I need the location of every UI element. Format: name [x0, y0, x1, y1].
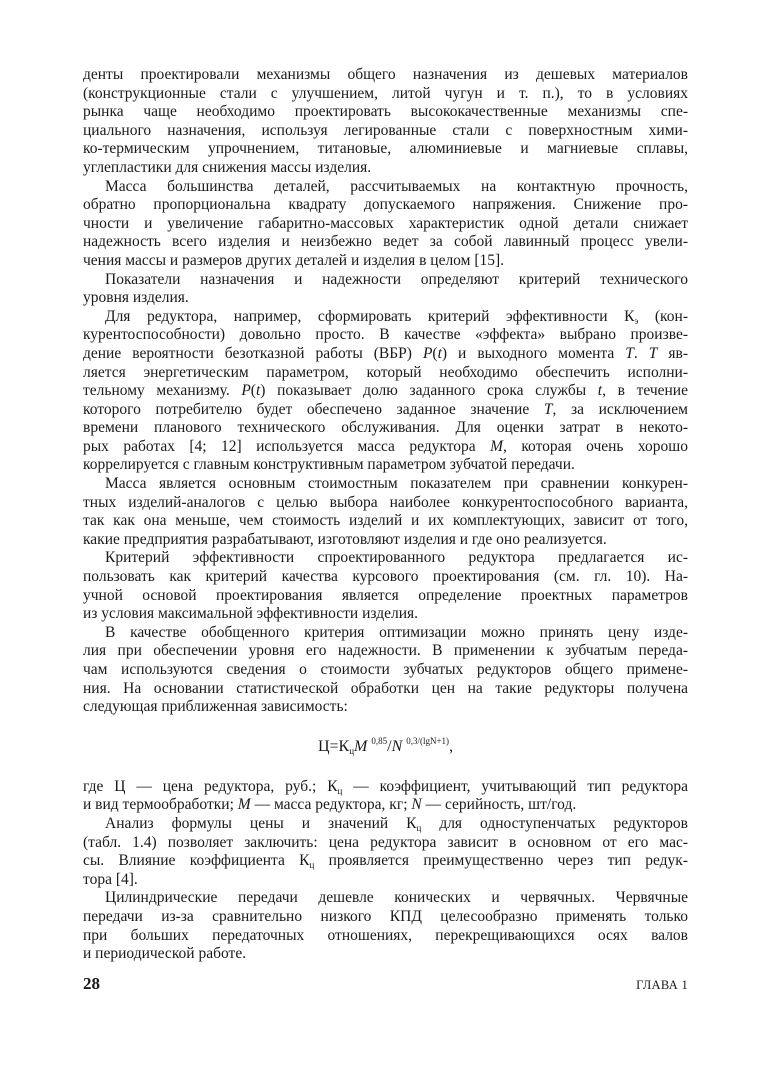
text-line	[83, 140, 688, 159]
text-run: (	[432, 344, 438, 362]
formula-n-exp: 0,3/(lgN+1)	[406, 735, 450, 746]
formula-m: M	[354, 737, 368, 755]
text-run: чения массы и размеров других деталей и изделия в целом [15].	[83, 251, 505, 269]
text-run: проявляется преимущественно через тип редук-	[314, 852, 688, 870]
text-run: следующая приближенная зависимость:	[83, 698, 348, 716]
paragraph	[83, 549, 688, 623]
text-line	[83, 568, 688, 587]
text-line	[83, 815, 688, 834]
text-run: Анализ формулы цены и значений К	[105, 814, 417, 832]
formula-lhs: Ц	[317, 737, 330, 755]
text-line	[83, 605, 688, 624]
text-line	[83, 796, 688, 815]
text-run: чам используются сведения о стоимости зубчатых редукторов общего примене-	[83, 661, 688, 678]
text-run: тора [4].	[83, 870, 138, 888]
text-run: так как она меньше, чем стоимость изделий и их комплектующих, зависит от того,	[83, 512, 688, 530]
text-line	[83, 252, 688, 271]
text-run: лия при обеспечении уровня его надежности. В применении к зубчатым переда-	[83, 642, 688, 660]
text-run: из условия максимальной эффективности изделия.	[83, 605, 419, 623]
text-line	[83, 271, 688, 290]
text-run: ния. На основании статистической обработки цен на такие редукторы получена	[83, 679, 688, 697]
text-run: Масса большинства деталей, рассчитываемых на контактную прочность,	[105, 177, 688, 195]
text-run: В качестве обобщенного критерия оптимизации можно принять цену изде-	[105, 623, 688, 641]
italic-symbol: N	[411, 796, 422, 814]
text-line	[83, 549, 688, 568]
price-formula	[83, 717, 688, 778]
paragraph	[83, 308, 688, 475]
text-line	[83, 512, 688, 531]
text-run: (	[250, 382, 256, 400]
formula-n: N	[391, 737, 403, 755]
text-line	[83, 927, 688, 946]
formula-eq: =	[329, 737, 339, 755]
text-block-before-formula	[83, 66, 688, 717]
text-run: ) показывает долю заданного срока службы	[260, 382, 598, 400]
text-run: и вид термообработки;	[83, 796, 238, 814]
italic-symbol: T	[543, 400, 553, 418]
text-run: передачи из-за сравнительно низкого КПД целесообразно применять только	[83, 907, 688, 925]
text-run: Цилиндрические передачи дешевле конических и червячных. Червячные	[105, 889, 688, 907]
text-line	[83, 196, 688, 215]
text-line	[83, 871, 688, 890]
text-line	[83, 122, 688, 141]
paragraph	[83, 624, 688, 717]
running-footer-chapter: ГЛАВА 1	[636, 977, 688, 992]
text-run: , за исключением	[552, 400, 688, 418]
text-line	[83, 475, 688, 494]
text-run: времени планового технического обслуживания. Для оценки затрат в некото-	[83, 419, 688, 437]
text-line	[83, 642, 688, 661]
text-run: и периодической работе.	[83, 945, 247, 963]
formula-slash: /	[387, 737, 392, 755]
text-line	[83, 233, 688, 252]
text-line	[83, 66, 688, 85]
text-run: ко-термическим упрочнением, титановые, алюминиевые и магниевые сплавы,	[83, 140, 688, 158]
text-line	[83, 834, 688, 853]
text-run: чности и увеличение габаритно-массовых характеристик одной детали снижает	[83, 214, 688, 232]
italic-symbol: t	[255, 382, 261, 400]
paragraph	[83, 889, 688, 963]
text-run: (конструкционные стали с улучшением, литой чугун и т. п.), то в условиях	[83, 84, 688, 102]
text-run: тных изделий-аналогов с целью выбора наиболее конкурентоспособного варианта,	[83, 493, 688, 511]
text-run: Для редуктора, например, сформировать критерий эффективности К	[105, 307, 635, 325]
subscript: ц	[337, 785, 343, 796]
formula-tail: ,	[449, 737, 454, 755]
text-run: углепластики для снижения массы изделия.	[83, 158, 372, 176]
text-run: яв-	[657, 344, 688, 362]
text-line	[83, 308, 688, 327]
text-line	[83, 438, 688, 457]
subscript: ц	[309, 860, 315, 871]
text-line	[83, 531, 688, 550]
paragraph	[83, 178, 688, 271]
formula-k: К	[338, 737, 350, 755]
text-run: Критерий эффективности спроектированного редуктора предлагается ис-	[105, 549, 688, 567]
text-line	[83, 778, 688, 797]
subscript: э	[634, 315, 639, 326]
subscript: ц	[416, 822, 422, 833]
page-footer	[83, 974, 688, 995]
text-line	[83, 289, 688, 308]
text-run: какие предприятия разрабатывают, изготовляют изделия и где оно реализуется.	[83, 530, 607, 548]
book-page	[83, 0, 688, 995]
paragraph	[83, 66, 688, 178]
text-line	[83, 587, 688, 606]
italic-symbol: T	[625, 344, 634, 362]
text-line	[83, 889, 688, 908]
text-run: .	[633, 344, 649, 362]
paragraph	[83, 271, 688, 308]
text-run: дение вероятности безотказной работы (ВБР)	[83, 344, 423, 362]
text-run: Показатели назначения и надежности определяют критерий технического	[105, 270, 688, 288]
text-run: денты проектировали механизмы общего назначения из дешевых материалов	[83, 66, 688, 83]
text-line	[83, 419, 688, 438]
text-run: которого потребителю будет обеспечено заданное значение	[83, 400, 544, 418]
text-run: надежность всего изделия и неизбежно ведет за собой лавинный процесс увели-	[83, 233, 688, 251]
text-line	[83, 908, 688, 927]
text-run: курентоспособности) довольно просто. В качестве «эффекта» выбрано произве-	[83, 326, 688, 344]
text-run: циального назначения, используя легированные стали с поверхностным хими-	[83, 121, 688, 139]
text-run: сы. Влияние коэффициента К	[83, 852, 310, 870]
italic-symbol: T	[648, 344, 658, 362]
text-line	[83, 945, 688, 964]
body-text	[83, 66, 688, 964]
italic-symbol: M	[237, 796, 251, 814]
text-line	[83, 364, 688, 383]
text-run: для одноступенчатых редукторов	[421, 814, 689, 832]
text-line	[83, 345, 688, 364]
italic-symbol: P	[241, 382, 251, 400]
text-run: (табл. 1.4) позволяет заключить: цена редуктора зависит в основном от его мас-	[83, 833, 688, 851]
text-line	[83, 624, 688, 643]
text-line	[83, 215, 688, 234]
text-line	[83, 680, 688, 699]
text-line	[83, 85, 688, 104]
text-run: уровня изделия.	[83, 289, 189, 307]
text-run: тельному механизму.	[83, 382, 242, 400]
paragraph	[83, 475, 688, 549]
text-line	[83, 661, 688, 680]
text-line	[83, 494, 688, 513]
text-run: — серийность, шт/год.	[421, 796, 577, 814]
text-run: учной основой проектирования является определение проектных параметров	[83, 586, 688, 604]
text-run: пользовать как критерий качества курсового проектирования (см. гл. 10). На-	[83, 568, 688, 586]
text-run: при больших передаточных отношениях, перекрещивающихся осях валов	[83, 926, 688, 944]
text-line	[83, 103, 688, 122]
text-run: Масса является основным стоимостным показателем при сравнении конкурен-	[105, 475, 688, 493]
text-run: — масса редуктора, кг;	[250, 796, 412, 814]
text-line	[83, 326, 688, 345]
text-run: (кон-	[638, 307, 688, 325]
text-block-after-formula	[83, 778, 688, 964]
text-line	[83, 852, 688, 871]
text-run: рых работах [4; 12] используется масса редуктора	[83, 437, 491, 455]
text-run: рынка чаще необходимо проектировать высококачественные механизмы спе-	[83, 103, 688, 121]
formula-m-exp: 0,85	[371, 735, 388, 746]
text-line	[83, 178, 688, 197]
page-number: 28	[83, 973, 100, 993]
text-line	[83, 456, 688, 475]
paragraph	[83, 778, 688, 815]
text-run: , в течение	[602, 382, 688, 400]
text-run: , которая очень хорошо	[503, 437, 688, 455]
text-run: ляется энергетическим параметром, который необходимо обеспечить исполни-	[83, 363, 688, 381]
text-run: обратно пропорциональна квадрату допускаемого напряжения. Снижение про-	[83, 196, 688, 214]
italic-symbol: t	[437, 344, 442, 362]
text-line	[83, 382, 688, 401]
italic-symbol: P	[422, 344, 433, 362]
text-line	[83, 401, 688, 420]
paragraph	[83, 815, 688, 889]
text-line	[83, 159, 688, 178]
text-line	[83, 698, 688, 717]
text-run: — коэффициент, учитывающий тип редуктора	[342, 777, 689, 795]
text-run: где Ц — цена редуктора, руб.; К	[83, 777, 338, 795]
italic-symbol: M	[490, 437, 504, 455]
italic-symbol: t	[597, 382, 603, 400]
formula-k-sub: ц	[349, 745, 355, 756]
text-run: ) и выходного момента	[441, 344, 626, 362]
text-run: коррелируется с главным конструктивным параметром зубчатой передачи.	[83, 456, 575, 474]
